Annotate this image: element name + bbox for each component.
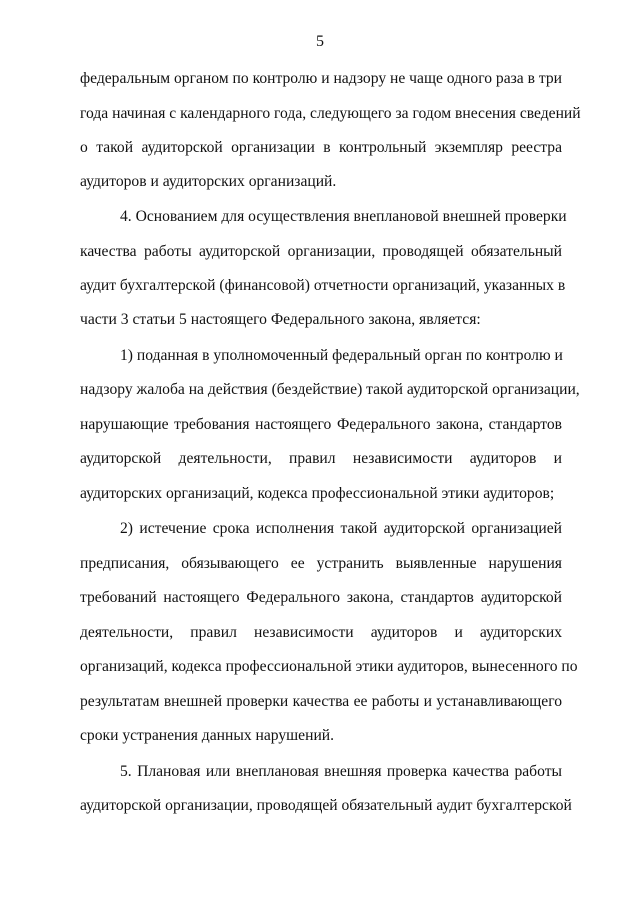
page-number: 5	[316, 33, 324, 50]
item-1-first-line: 1) поданная в уполномоченный федеральный орган по контролю и	[120, 347, 563, 364]
text-line: требований настоящего Федерального закона, стандартов аудиторской	[80, 589, 562, 606]
text-line: сроки устранения данных нарушений.	[80, 727, 335, 744]
paragraph-4-first-line: 4. Основанием для осуществления внеплановой внешней проверки	[120, 208, 567, 225]
text-line: о такой аудиторской организации в контрольный экземпляр реестра	[80, 139, 562, 156]
item-2-first-line: 2) истечение срока исполнения такой аудиторской организацией	[120, 520, 562, 537]
text-line: нарушающие требования настоящего Федерального закона, стандартов	[80, 416, 562, 433]
paragraph-5-first-line: 5. Плановая или внеплановая внешняя проверка качества работы	[120, 763, 562, 780]
text-line: части 3 статьи 5 настоящего Федерального закона, является:	[80, 311, 481, 328]
text-line: аудиторов и аудиторских организаций.	[80, 173, 337, 190]
text-line: года начиная с календарного года, следующего за годом внесения сведений	[80, 105, 581, 122]
text-line: аудит бухгалтерской (финансовой) отчетности организаций, указанных в	[80, 277, 566, 294]
text-line: результатам внешней проверки качества ее работы и устанавливающего	[80, 693, 562, 710]
text-line: качества работы аудиторской организации, проводящей обязательный	[80, 243, 562, 260]
text-line: аудиторских организаций, кодекса профессиональной этики аудиторов;	[80, 485, 555, 502]
text-line: аудиторской деятельности, правил независимости аудиторов и	[80, 450, 562, 467]
text-line: надзору жалоба на действия (бездействие) такой аудиторской организации,	[80, 381, 580, 398]
text-line: деятельности, правил независимости аудиторов и аудиторских	[80, 624, 562, 641]
text-line: федеральным органом по контролю и надзору не чаще одного раза в три	[80, 70, 562, 87]
text-line: предписания, обязывающего ее устранить выявленные нарушения	[80, 555, 562, 572]
text-line: организаций, кодекса профессиональной этики аудиторов, вынесенного по	[80, 658, 578, 675]
text-line: аудиторской организации, проводящей обязательный аудит бухгалтерской	[80, 797, 572, 814]
